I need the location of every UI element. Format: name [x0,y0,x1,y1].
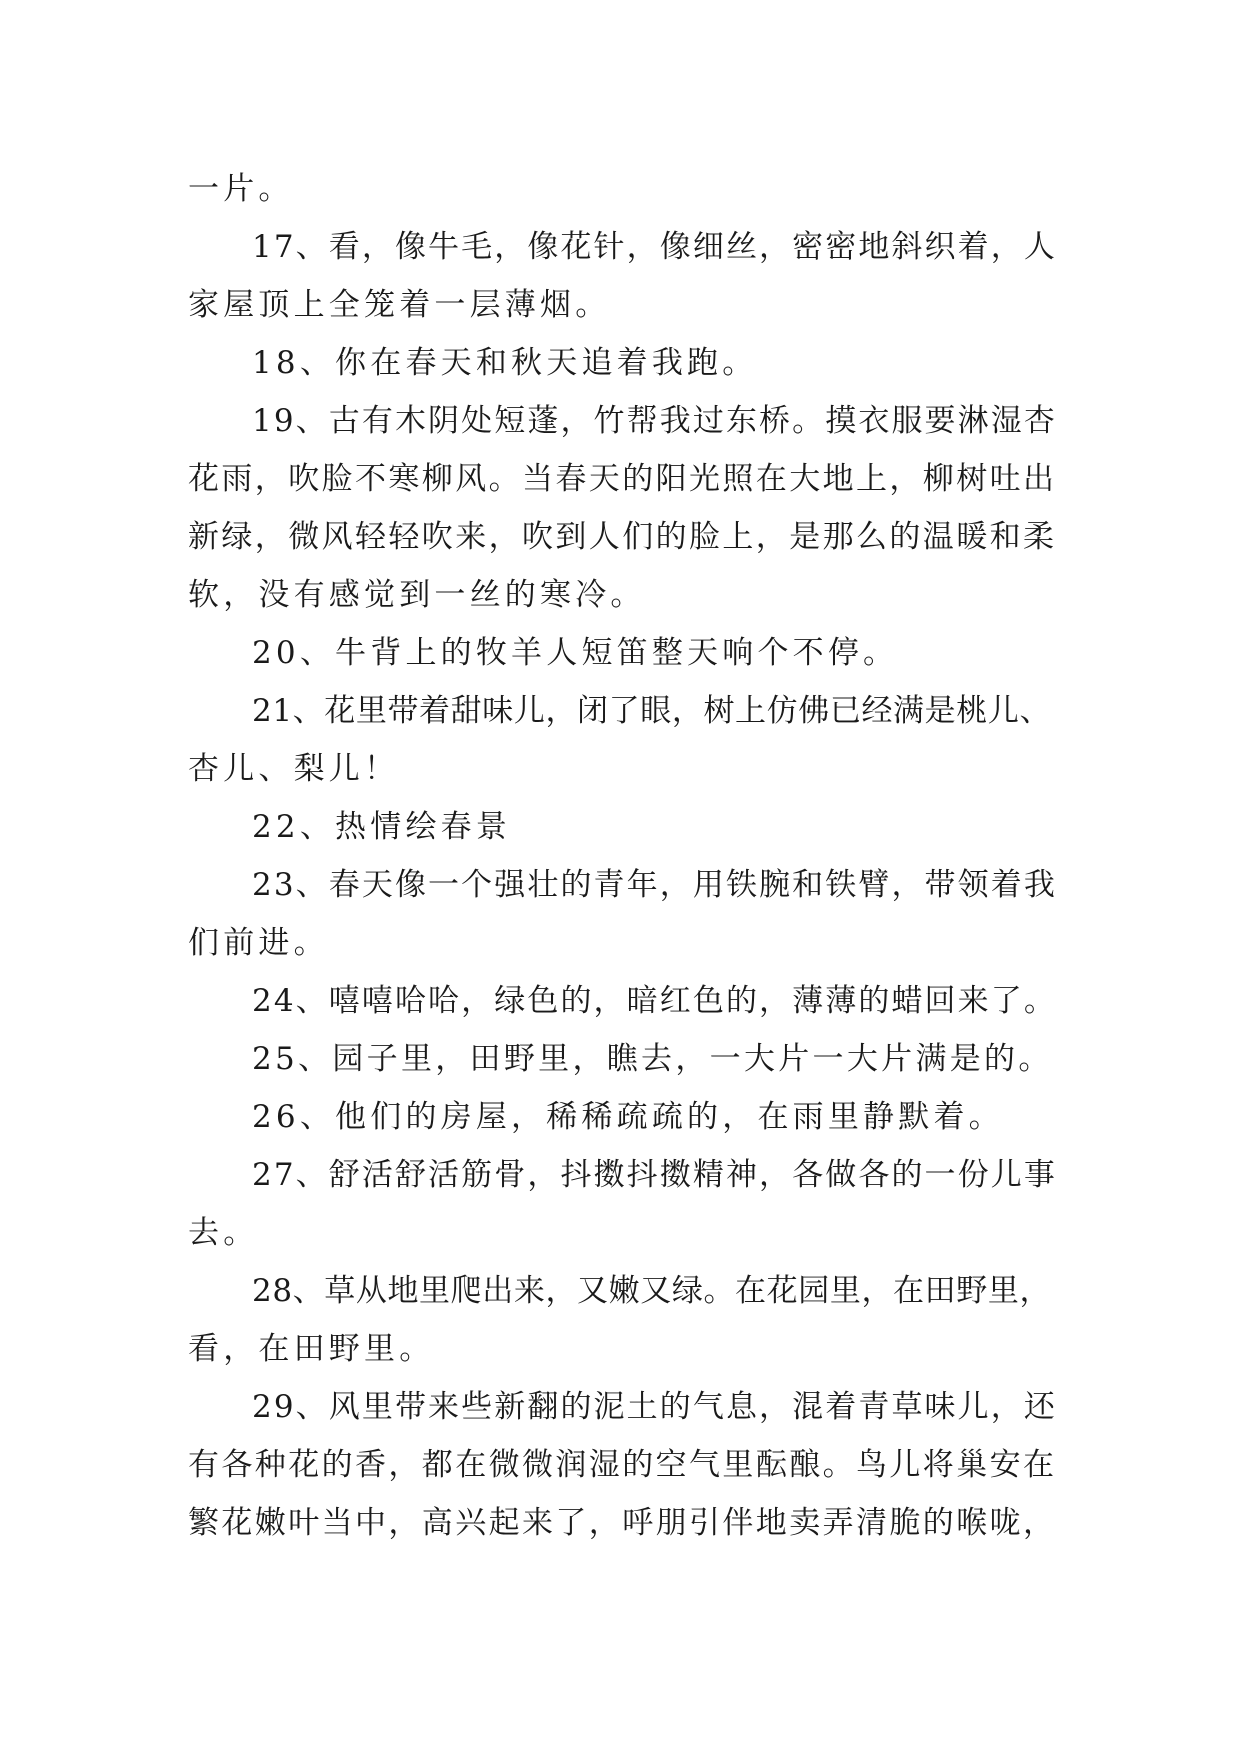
text-line: 杏儿、梨儿！ [188,751,400,787]
text-line: 软，没有感觉到一丝的寒冷。 [188,577,646,613]
text-line: 新绿，微风轻轻吹来，吹到人们的脸上，是那么的温暖和柔 [188,519,1057,555]
text-line: 26、他们的房屋，稀稀疏疏的，在雨里静默着。 [252,1099,1004,1135]
text-line: 28、草从地里爬出来，又嫩又绿。在花园里，在田野里， [252,1273,1052,1309]
text-line: 去。 [188,1215,259,1251]
text-line: 繁花嫩叶当中，高兴起来了，呼朋引伴地卖弄清脆的喉咙， [188,1505,1057,1541]
text-line: 23、春天像一个强壮的青年，用铁腕和铁臂，带领着我 [252,867,1057,903]
text-line: 们前进。 [188,925,329,961]
body-text [188,160,1058,1552]
text-line: 有各种花的香，都在微微润湿的空气里酝酿。鸟儿将巢安在 [188,1447,1057,1483]
text-line: 20、牛背上的牧羊人短笛整天响个不停。 [252,635,899,671]
text-line: 27、舒活舒活筋骨，抖擞抖擞精神，各做各的一份儿事 [252,1157,1057,1193]
text-line: 17、看，像牛毛，像花针，像细丝，密密地斜织着，人 [252,229,1057,265]
text-line: 看，在田野里。 [188,1331,435,1367]
text-line: 25、园子里，田野里，瞧去，一大片一大片满是的。 [252,1041,1053,1077]
text-line: 24、嘻嘻哈哈，绿色的，暗红色的，薄薄的蜡回来了。 [252,983,1057,1019]
text-line: 21、花里带着甜味儿，闭了眼，树上仿佛已经满是桃儿、 [252,693,1052,729]
text-line: 22、热情绘春景 [252,809,512,845]
text-line: 家屋顶上全笼着一层薄烟。 [188,287,611,323]
text-line: 花雨，吹脸不寒柳风。当春天的阳光照在大地上，柳树吐出 [188,461,1057,497]
text-line: 29、风里带来些新翻的泥土的气息，混着青草味儿，还 [252,1389,1057,1425]
text-line: 一片。 [188,171,294,207]
text-line: 18、你在春天和秋天追着我跑。 [252,345,758,381]
text-line: 19、古有木阴处短蓬，竹帮我过东桥。摸衣服要淋湿杏 [252,403,1057,439]
